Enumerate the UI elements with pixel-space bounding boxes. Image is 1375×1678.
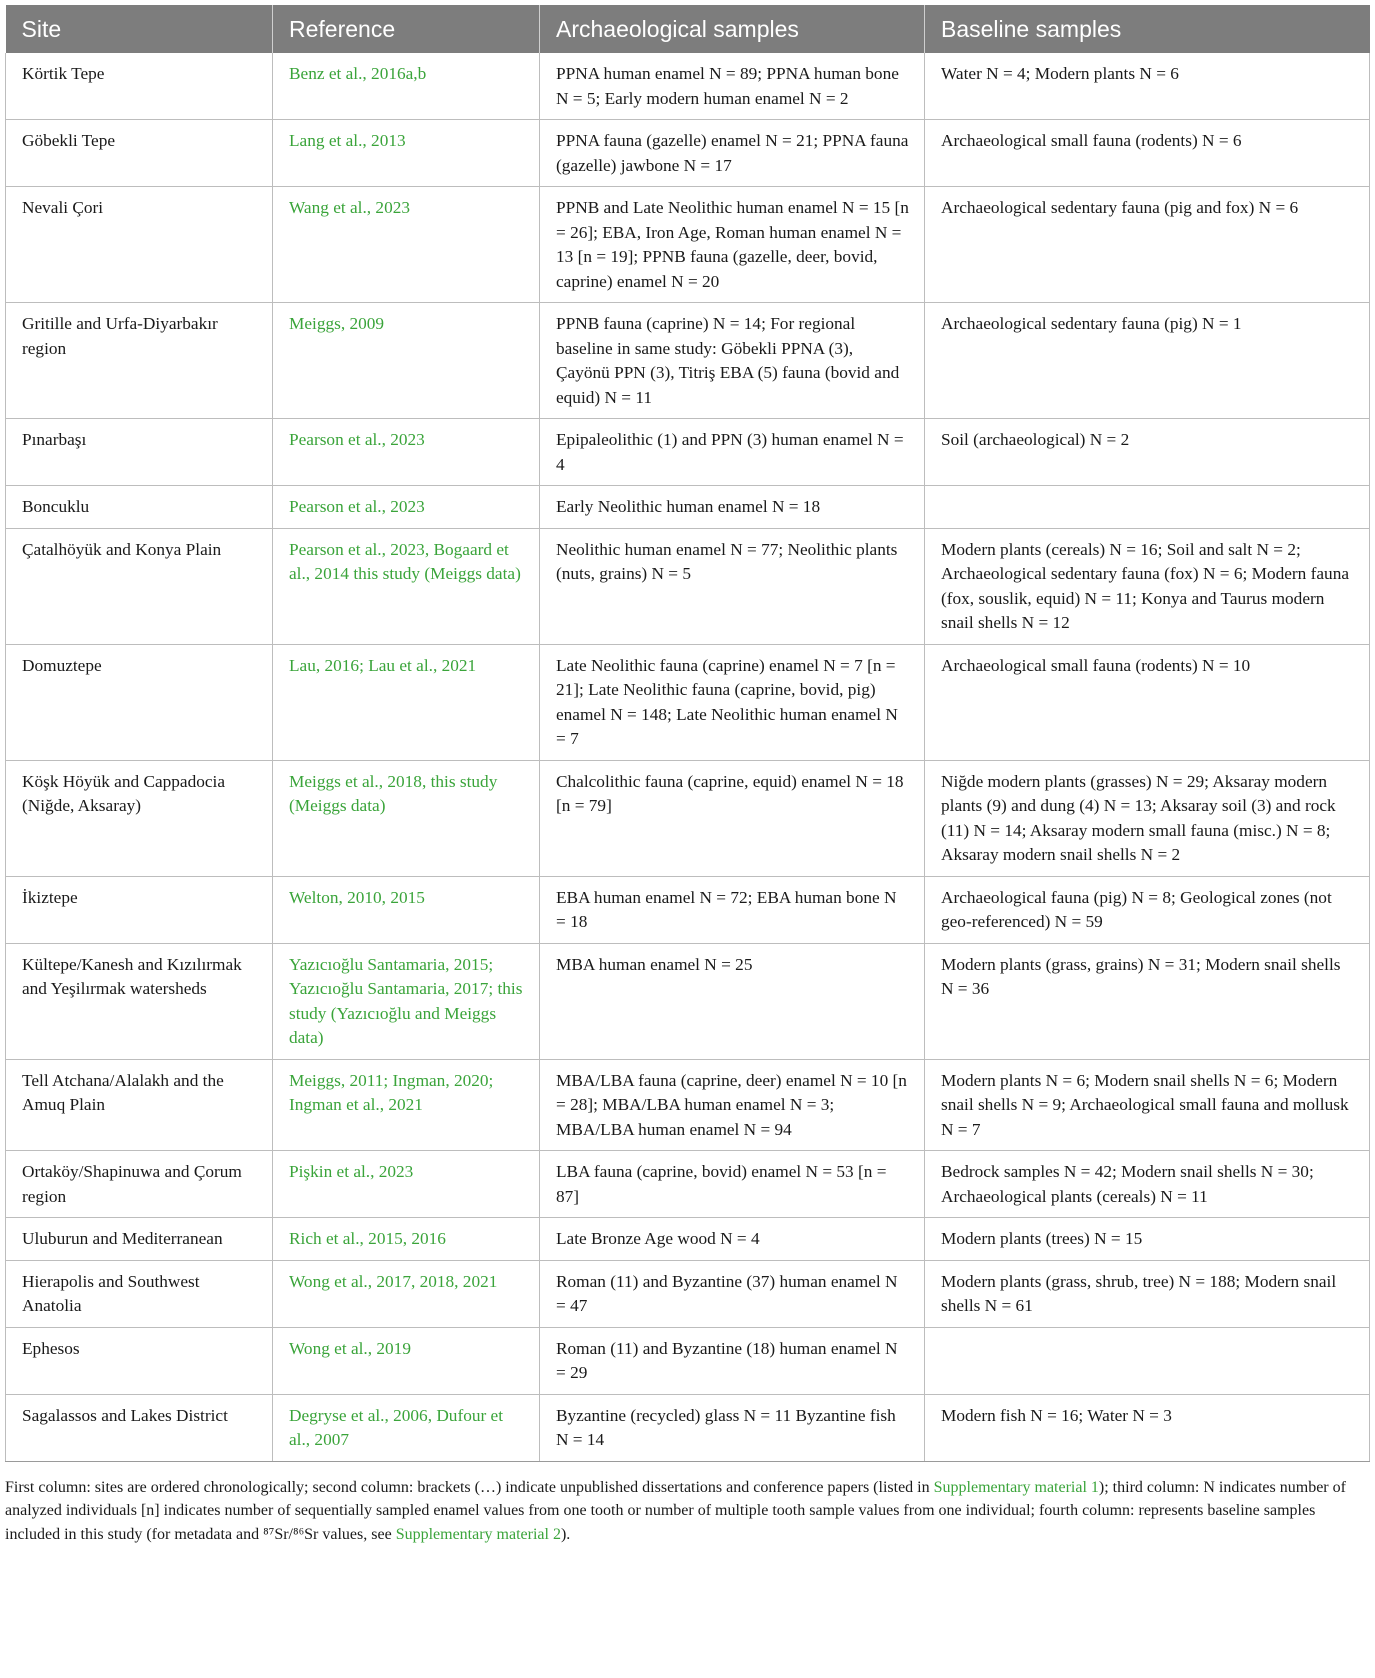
reference-cell[interactable]: Wang et al., 2023	[273, 187, 540, 303]
isotope-ratio: ⁸⁷Sr/⁸⁶Sr	[263, 1525, 319, 1543]
reference-cell[interactable]: Pişkin et al., 2023	[273, 1151, 540, 1218]
site-cell: Sagalassos and Lakes District	[6, 1394, 273, 1461]
archaeological-samples-cell: Byzantine (recycled) glass N = 11 Byzantine fish N = 14	[540, 1394, 925, 1461]
baseline-samples-cell: Modern plants (grass, shrub, tree) N = 188; Modern snail shells N = 61	[925, 1260, 1370, 1327]
table-footnote	[5, 1476, 1369, 1547]
site-cell: Ortaköy/Shapinuwa and Çorum region	[6, 1151, 273, 1218]
table-row	[6, 760, 1370, 876]
table-row	[6, 53, 1370, 120]
table-row	[6, 1218, 1370, 1261]
site-cell: Köşk Höyük and Cappadocia (Niğde, Aksaray)	[6, 760, 273, 876]
supplementary-link-2[interactable]: Supplementary material 2	[395, 1525, 561, 1543]
table-row	[6, 120, 1370, 187]
table-row	[6, 1394, 1370, 1461]
archaeological-samples-cell: Early Neolithic human enamel N = 18	[540, 486, 925, 529]
table-row	[6, 1151, 1370, 1218]
baseline-samples-cell: Modern plants (cereals) N = 16; Soil and salt N = 2; Archaeological sedentary fauna (fox) N = 6; Modern fauna (fox, souslik, equid) N = 11; Konya and Taurus modern snail shells N = 12	[925, 528, 1370, 644]
archaeological-samples-cell: Chalcolithic fauna (caprine, equid) enamel N = 18 [n = 79]	[540, 760, 925, 876]
table-row	[6, 943, 1370, 1059]
baseline-samples-cell	[925, 1327, 1370, 1394]
archaeological-samples-cell: Roman (11) and Byzantine (37) human enamel N = 47	[540, 1260, 925, 1327]
header-site: Site	[6, 5, 273, 53]
footnote-text-2: ); third column: N indicates number of analyzed individuals [n] indicates number of sequentially sampled enamel values from one tooth or number of multiple tooth sample values from one individual; fourth column: represents baseline samples included in this study (for metadata and	[5, 1478, 1346, 1543]
baseline-samples-cell: Soil (archaeological) N = 2	[925, 419, 1370, 486]
reference-cell[interactable]: Lau, 2016; Lau et al., 2021	[273, 644, 540, 760]
baseline-samples-cell: Modern plants N = 6; Modern snail shells N = 6; Modern snail shells N = 9; Archaeological small fauna and mollusk N = 7	[925, 1059, 1370, 1151]
table-row	[6, 1327, 1370, 1394]
table-container	[5, 5, 1369, 1546]
table-row	[6, 419, 1370, 486]
archaeological-samples-cell: LBA fauna (caprine, bovid) enamel N = 53 [n = 87]	[540, 1151, 925, 1218]
site-cell: Çatalhöyük and Konya Plain	[6, 528, 273, 644]
reference-cell[interactable]: Meiggs et al., 2018, this study (Meiggs data)	[273, 760, 540, 876]
site-cell: Hierapolis and Southwest Anatolia	[6, 1260, 273, 1327]
reference-cell[interactable]: Meiggs, 2009	[273, 303, 540, 419]
reference-cell[interactable]: Welton, 2010, 2015	[273, 876, 540, 943]
archaeological-samples-cell: Epipaleolithic (1) and PPN (3) human enamel N = 4	[540, 419, 925, 486]
footnote-text-3: values, see	[318, 1525, 396, 1543]
baseline-samples-cell: Niğde modern plants (grasses) N = 29; Aksaray modern plants (9) and dung (4) N = 13; Aksaray soil (3) and rock (11) N = 14; Aksaray modern small fauna (misc.) N = 8; Aksaray modern snail shells N = 2	[925, 760, 1370, 876]
site-cell: Boncuklu	[6, 486, 273, 529]
archaeological-samples-cell: PPNA fauna (gazelle) enamel N = 21; PPNA fauna (gazelle) jawbone N = 17	[540, 120, 925, 187]
table-row	[6, 644, 1370, 760]
archaeological-samples-cell: MBA human enamel N = 25	[540, 943, 925, 1059]
baseline-samples-cell: Archaeological fauna (pig) N = 8; Geological zones (not geo-referenced) N = 59	[925, 876, 1370, 943]
baseline-samples-cell: Archaeological small fauna (rodents) N = 6	[925, 120, 1370, 187]
archaeological-samples-cell: Late Neolithic fauna (caprine) enamel N = 7 [n = 21]; Late Neolithic fauna (caprine, bovid, pig) enamel N = 148; Late Neolithic human enamel N = 7	[540, 644, 925, 760]
header-baseline-samples: Baseline samples	[925, 5, 1370, 53]
site-cell: Göbekli Tepe	[6, 120, 273, 187]
archaeological-samples-cell: PPNB fauna (caprine) N = 14; For regional baseline in same study: Göbekli PPNA (3), Çayönü PPN (3), Titriş EBA (5) fauna (bovid and equid) N = 11	[540, 303, 925, 419]
footnote-text-4: ).	[560, 1525, 571, 1543]
supplementary-link-1[interactable]: Supplementary material 1	[933, 1478, 1099, 1496]
site-cell: Tell Atchana/Alalakh and the Amuq Plain	[6, 1059, 273, 1151]
reference-cell[interactable]: Pearson et al., 2023	[273, 419, 540, 486]
table-row	[6, 303, 1370, 419]
site-cell: Ephesos	[6, 1327, 273, 1394]
reference-cell[interactable]: Pearson et al., 2023, Bogaard et al., 2014 this study (Meiggs data)	[273, 528, 540, 644]
footnote-text-1: First column: sites are ordered chronologically; second column: brackets (…) indicate unpublished dissertations and conference papers (listed in	[5, 1478, 934, 1496]
archaeological-samples-cell: EBA human enamel N = 72; EBA human bone N = 18	[540, 876, 925, 943]
archaeological-samples-cell: Late Bronze Age wood N = 4	[540, 1218, 925, 1261]
baseline-samples-cell: Modern plants (trees) N = 15	[925, 1218, 1370, 1261]
reference-cell[interactable]: Meiggs, 2011; Ingman, 2020; Ingman et al., 2021	[273, 1059, 540, 1151]
site-cell: Uluburun and Mediterranean	[6, 1218, 273, 1261]
reference-cell[interactable]: Degryse et al., 2006, Dufour et al., 2007	[273, 1394, 540, 1461]
baseline-samples-cell: Archaeological small fauna (rodents) N = 10	[925, 644, 1370, 760]
table-row	[6, 1260, 1370, 1327]
reference-cell[interactable]: Wong et al., 2017, 2018, 2021	[273, 1260, 540, 1327]
header-archaeological-samples: Archaeological samples	[540, 5, 925, 53]
site-cell: Domuztepe	[6, 644, 273, 760]
baseline-samples-cell: Archaeological sedentary fauna (pig) N = 1	[925, 303, 1370, 419]
reference-cell[interactable]: Pearson et al., 2023	[273, 486, 540, 529]
site-cell: Kültepe/Kanesh and Kızılırmak and Yeşilırmak watersheds	[6, 943, 273, 1059]
baseline-samples-cell: Archaeological sedentary fauna (pig and fox) N = 6	[925, 187, 1370, 303]
table-row	[6, 528, 1370, 644]
baseline-samples-cell: Modern plants (grass, grains) N = 31; Modern snail shells N = 36	[925, 943, 1370, 1059]
table-row	[6, 187, 1370, 303]
header-reference: Reference	[273, 5, 540, 53]
site-cell: Gritille and Urfa-Diyarbakır region	[6, 303, 273, 419]
reference-cell[interactable]: Lang et al., 2013	[273, 120, 540, 187]
data-table	[5, 5, 1370, 1462]
archaeological-samples-cell: Roman (11) and Byzantine (18) human enamel N = 29	[540, 1327, 925, 1394]
archaeological-samples-cell: MBA/LBA fauna (caprine, deer) enamel N = 10 [n = 28]; MBA/LBA human enamel N = 3; MBA/LBA human enamel N = 94	[540, 1059, 925, 1151]
reference-cell[interactable]: Benz et al., 2016a,b	[273, 53, 540, 120]
baseline-samples-cell: Water N = 4; Modern plants N = 6	[925, 53, 1370, 120]
table-header-row	[6, 5, 1370, 53]
archaeological-samples-cell: Neolithic human enamel N = 77; Neolithic plants (nuts, grains) N = 5	[540, 528, 925, 644]
baseline-samples-cell: Bedrock samples N = 42; Modern snail shells N = 30; Archaeological plants (cereals) N = 11	[925, 1151, 1370, 1218]
baseline-samples-cell	[925, 486, 1370, 529]
site-cell: İkiztepe	[6, 876, 273, 943]
site-cell: Körtik Tepe	[6, 53, 273, 120]
reference-cell[interactable]: Yazıcıoğlu Santamaria, 2015; Yazıcıoğlu Santamaria, 2017; this study (Yazıcıoğlu and Meiggs data)	[273, 943, 540, 1059]
reference-cell[interactable]: Rich et al., 2015, 2016	[273, 1218, 540, 1261]
site-cell: Pınarbaşı	[6, 419, 273, 486]
baseline-samples-cell: Modern fish N = 16; Water N = 3	[925, 1394, 1370, 1461]
table-row	[6, 1059, 1370, 1151]
archaeological-samples-cell: PPNA human enamel N = 89; PPNA human bone N = 5; Early modern human enamel N = 2	[540, 53, 925, 120]
table-body	[6, 53, 1370, 1461]
table-row	[6, 876, 1370, 943]
site-cell: Nevali Çori	[6, 187, 273, 303]
archaeological-samples-cell: PPNB and Late Neolithic human enamel N = 15 [n = 26]; EBA, Iron Age, Roman human enamel N = 13 [n = 19]; PPNB fauna (gazelle, deer, bovid, caprine) enamel N = 20	[540, 187, 925, 303]
reference-cell[interactable]: Wong et al., 2019	[273, 1327, 540, 1394]
table-row	[6, 486, 1370, 529]
